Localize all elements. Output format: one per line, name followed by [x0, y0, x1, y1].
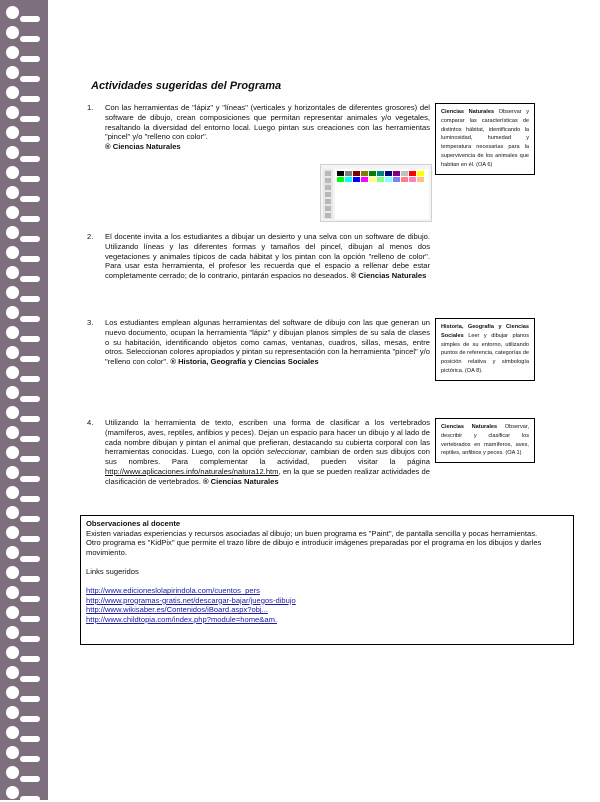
binding-ring — [20, 36, 40, 42]
palette-swatch — [337, 171, 344, 176]
binding-hole — [6, 326, 19, 339]
binding-ring — [20, 556, 40, 562]
palette-swatch — [377, 177, 384, 182]
palette-swatch — [361, 177, 368, 182]
page-content — [48, 0, 600, 800]
paint-tool-icon — [325, 213, 331, 218]
objective-heading: Ciencias Naturales — [441, 424, 498, 430]
binding-ring — [20, 116, 40, 122]
paint-tool-icon — [325, 206, 331, 211]
binding-hole — [6, 66, 19, 79]
binding-hole — [6, 726, 19, 739]
binding-ring — [20, 476, 40, 482]
binding-ring — [20, 276, 40, 282]
binding-ring — [20, 296, 40, 302]
activity-text-end: , en la que se pueden realizar actividades de clasificación de vertebrados. — [105, 466, 430, 486]
binding-hole — [6, 786, 19, 799]
activity-subject: ® Ciencias Naturales — [202, 476, 279, 486]
activity-italic-term: seleccionar — [267, 447, 306, 457]
activity-text: Utilizando la herramienta de texto, escriben una forma de clasificar a los vertebrados (mamíferos, aves, reptiles, anfibios y peces). Dejan un espacio para hacer un dibujo y al lado de cada nombre dibujan y pintan el animal que prefieran, destacando su cubierta corporal con las herramientas conocidas. Luego, con la opción — [105, 418, 430, 457]
binding-ring — [20, 316, 40, 322]
binding-hole — [6, 526, 19, 539]
binding-hole — [6, 766, 19, 779]
binding-ring — [20, 536, 40, 542]
binding-ring — [20, 416, 40, 422]
palette-swatch — [369, 177, 376, 182]
paint-color-palette — [337, 171, 427, 183]
binding-hole — [6, 206, 19, 219]
binding-hole — [6, 566, 19, 579]
palette-swatch — [401, 171, 408, 176]
binding-ring — [20, 196, 40, 202]
binding-hole — [6, 126, 19, 139]
binding-ring — [20, 696, 40, 702]
objective-box-1 — [435, 103, 535, 175]
palette-swatch — [361, 171, 368, 176]
binding-ring — [20, 376, 40, 382]
binding-ring — [20, 356, 40, 362]
binding-ring — [20, 576, 40, 582]
palette-swatch — [353, 177, 360, 182]
teacher-notes-heading: Observaciones al docente — [86, 519, 181, 528]
binding-hole — [6, 646, 19, 659]
page-title: Actividades sugeridas del Programa — [91, 80, 282, 92]
binding-hole — [6, 106, 19, 119]
binding-hole — [6, 246, 19, 259]
activity-number: 2. — [87, 232, 94, 241]
binding-hole — [6, 286, 19, 299]
palette-swatch — [393, 171, 400, 176]
binding-hole — [6, 266, 19, 279]
activity-text: El docente invita a los estudiantes a dibujar un desierto y una selva con un software de dibujo. Utilizando líneas y las diferentes formas y tamaños del pincel, dibujan al menos dos vegetaciones y animales típicos de cada hábitat y los pintan con la opción "relleno de color". Para usar esta herramienta, el profesor les recuerda que el espacio a rellenar debe estar completamente cerrado; de lo contrario, pintarán espacios no deseados. — [105, 232, 430, 281]
binding-hole — [6, 426, 19, 439]
objective-text: Observar, describir y clasificar los vertebrados en mamíferos, aves, reptiles, anfibios y peces. (OA 1) — [441, 424, 529, 457]
activity-text: Con las herramientas de "lápiz" y "líneas" (verticales y horizontales de diferentes grosores) del software de dibujo, crean composiciones que permitan representar animales y/o vegetales, resaltando la diversidad del entorno local. Luego pintan sus creaciones con las herramientas "pincel" y/o "relleno con color". — [105, 103, 430, 142]
objective-text: Observar y comparar las características de distintos hábitat, identificando la luminosidad, humedad y temperatura necesarias para la supervivencia de los animales que habitan en él. (OA 6) — [441, 109, 529, 168]
teacher-notes-box — [80, 515, 574, 645]
binding-hole — [6, 26, 19, 39]
binding-hole — [6, 86, 19, 99]
spiral-binding — [0, 0, 48, 800]
binding-ring — [20, 676, 40, 682]
activity-number: 1. — [87, 103, 94, 112]
palette-swatch — [401, 177, 408, 182]
binding-hole — [6, 746, 19, 759]
paint-tool-icon — [325, 178, 331, 183]
palette-swatch — [337, 177, 344, 182]
palette-swatch — [345, 177, 352, 182]
binding-ring — [20, 236, 40, 242]
objective-text: Leer y dibujar planos simples de su entorno, utilizando puntos de referencia, categorías de posición relativa y simbología pictórica. (OA 8). — [441, 332, 530, 374]
binding-hole — [6, 346, 19, 359]
teacher-notes-p2: Otro programa es "KidPix" que permite el trazo libre de dibujo e introducir imágenes preparadas por el programa en los dibujos y darles movimiento. — [86, 538, 542, 557]
palette-swatch — [409, 177, 416, 182]
binding-ring — [20, 396, 40, 402]
binding-ring — [20, 176, 40, 182]
binding-ring — [20, 616, 40, 622]
binding-hole — [6, 6, 19, 19]
activity-2 — [87, 232, 430, 281]
binding-hole — [6, 146, 19, 159]
activity-subject: ® Historia, Geografía y Ciencias Sociales — [170, 357, 319, 367]
objective-box-4 — [435, 418, 535, 463]
paint-canvas — [335, 169, 429, 219]
binding-hole — [6, 166, 19, 179]
objective-heading: Ciencias Naturales — [441, 109, 495, 115]
suggested-link-3[interactable]: http://www.wikisaber.es/Contenidos/iBoard.aspx?obj... — [86, 605, 268, 615]
activity-text: Los estudiantes emplean algunas herramientas del software de dibujo con las que generan un nuevo documento, ocupan la herramienta "lápiz" y dibujan planos simples de su sala de clases o su habitación, identificando objetos como camas, ventanas, cuadros, sillas, mesas, entre otros. Seleccionan colores apropiados y pintan su representación con la herramienta "pincel" y/o "relleno con color". — [105, 318, 430, 367]
binding-hole — [6, 606, 19, 619]
paint-screenshot-image — [320, 164, 432, 222]
binding-hole — [6, 386, 19, 399]
paint-tool-icon — [325, 171, 331, 176]
binding-ring — [20, 736, 40, 742]
paint-tool-icon — [325, 185, 331, 190]
binding-hole — [6, 466, 19, 479]
palette-swatch — [409, 171, 416, 176]
objective-box-3 — [435, 318, 535, 381]
binding-hole — [6, 366, 19, 379]
links-heading: Links sugeridos — [86, 566, 139, 576]
binding-hole — [6, 226, 19, 239]
palette-swatch — [369, 171, 376, 176]
binding-hole — [6, 586, 19, 599]
activity-3 — [87, 318, 430, 367]
palette-swatch — [385, 171, 392, 176]
binding-ring — [20, 56, 40, 62]
binding-hole — [6, 706, 19, 719]
binding-ring — [20, 16, 40, 22]
activity-link[interactable]: http://www.aplicaciones.info/naturales/natura12.htm — [105, 466, 279, 476]
binding-ring — [20, 136, 40, 142]
binding-ring — [20, 716, 40, 722]
binding-ring — [20, 256, 40, 262]
binding-ring — [20, 636, 40, 642]
activity-text-cont: , cambian de orden sus dibujos con sus nombres. Para complementar la actividad, pueden visitar la página — [105, 447, 430, 467]
binding-ring — [20, 656, 40, 662]
suggested-link-1[interactable]: http://www.edicioneslolapirindola.com/cuentos_pers — [86, 586, 260, 596]
palette-swatch — [345, 171, 352, 176]
binding-ring — [20, 796, 40, 802]
palette-swatch — [417, 171, 424, 176]
binding-ring — [20, 756, 40, 762]
paint-tool-icon — [325, 199, 331, 204]
binding-hole — [6, 506, 19, 519]
activity-1 — [87, 103, 430, 152]
paint-toolbox — [323, 169, 333, 219]
suggested-link-4[interactable]: http://www.childtopia.com/index.php?module=home&am. — [86, 614, 278, 624]
binding-hole — [6, 546, 19, 559]
binding-ring — [20, 156, 40, 162]
binding-ring — [20, 436, 40, 442]
activity-subject: ® Ciencias Naturales — [350, 271, 427, 281]
palette-swatch — [385, 177, 392, 182]
activity-4 — [87, 418, 430, 487]
palette-swatch — [377, 171, 384, 176]
paint-tool-icon — [325, 192, 331, 197]
binding-hole — [6, 486, 19, 499]
binding-hole — [6, 186, 19, 199]
binding-hole — [6, 666, 19, 679]
binding-ring — [20, 496, 40, 502]
palette-swatch — [393, 177, 400, 182]
binding-hole — [6, 46, 19, 59]
teacher-notes-p1: Existen variadas experiencias y recursos asociadas al dibujo; un buen programa es "Paint", de pantalla sencilla y pocas herramientas. — [86, 528, 538, 538]
activity-number: 3. — [87, 318, 94, 327]
activity-subject: ® Ciencias Naturales — [105, 142, 181, 152]
binding-ring — [20, 776, 40, 782]
binding-ring — [20, 516, 40, 522]
suggested-link-2[interactable]: http://www.programas-gratis.net/descargar-bajar/juegos-dibujo — [86, 595, 296, 605]
palette-swatch — [417, 177, 424, 182]
objective-heading: Historia, Geografía y Ciencias Sociales — [441, 324, 529, 339]
activity-number: 4. — [87, 418, 94, 427]
binding-ring — [20, 456, 40, 462]
binding-hole — [6, 446, 19, 459]
binding-hole — [6, 626, 19, 639]
binding-hole — [6, 686, 19, 699]
palette-swatch — [353, 171, 360, 176]
binding-ring — [20, 336, 40, 342]
binding-hole — [6, 306, 19, 319]
binding-ring — [20, 216, 40, 222]
binding-ring — [20, 76, 40, 82]
binding-hole — [6, 406, 19, 419]
binding-ring — [20, 596, 40, 602]
binding-ring — [20, 96, 40, 102]
